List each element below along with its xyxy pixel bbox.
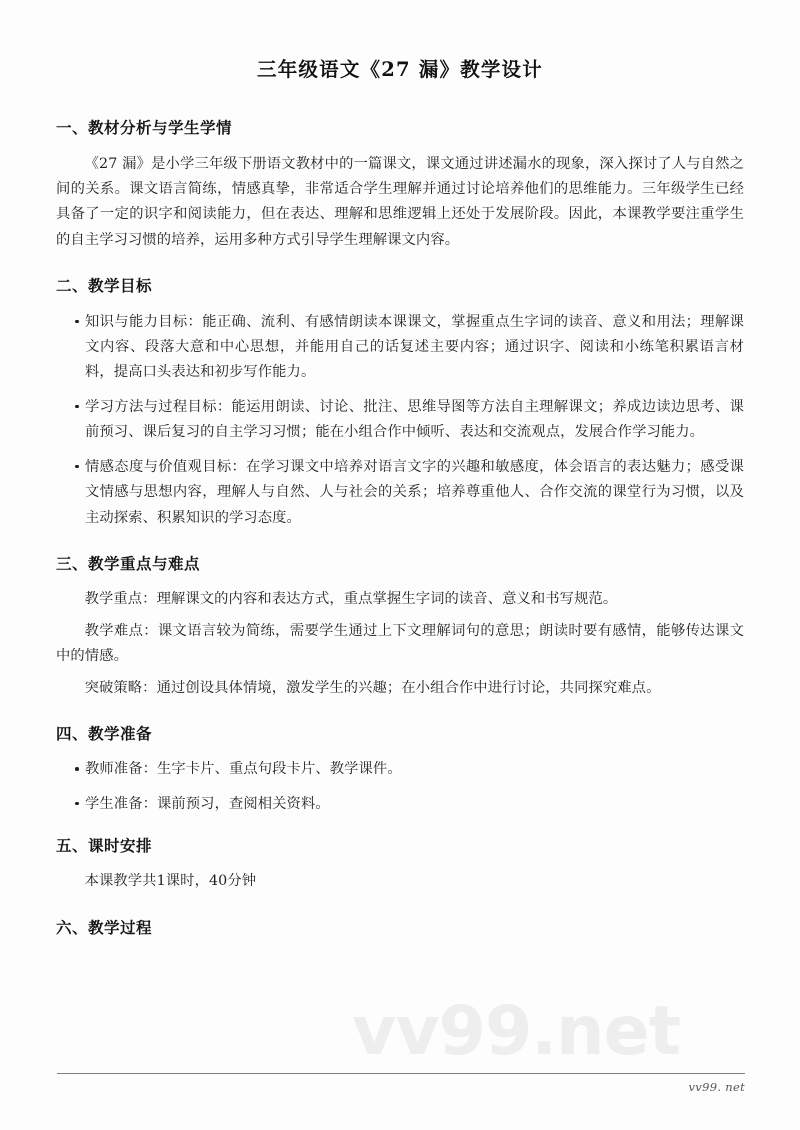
section-teaching-preparation — [56, 723, 744, 817]
section-key-points-and-difficulties — [56, 553, 744, 701]
list-item: 教师准备：生字卡片、重点句段卡片、教学课件。 — [56, 757, 744, 782]
list-item: 学习方法与过程目标：能运用朗读、讨论、批注、思维导图等方法自主理解课文；养成边读边思考、课前预习、课后复习的自主学习习惯；能在小组合作中倾听、表达和交流观点，发展合作学习能力。 — [56, 395, 744, 446]
section-heading: 六、教学过程 — [56, 918, 153, 937]
section-teaching-process — [56, 917, 744, 940]
list-item: 知识与能力目标：能正确、流利、有感情朗读本课课文，掌握重点生字词的读音、意义和用法；理解课文内容、段落大意和中心思想，并能用自己的话复述主要内容；通过识字、阅读和小练笔积累语言材料，提高口头表达和初步写作能力。 — [56, 310, 744, 386]
section-heading: 五、课时安排 — [56, 837, 153, 856]
objective-list — [56, 310, 744, 532]
page-title: 三年级语文《27 漏》教学设计 — [257, 58, 543, 81]
footer-site-label: vv99. net — [688, 1080, 745, 1094]
paragraph: 教学重点：理解课文的内容和表达方式，重点掌握生字词的读音、意义和书写规范。 — [84, 591, 618, 608]
section-teaching-material-analysis — [56, 117, 744, 253]
preparation-list — [56, 757, 744, 817]
paragraph: 本课教学共1课时，40分钟 — [84, 873, 257, 890]
footer-divider — [57, 1073, 745, 1074]
list-item: 学生准备：课前预习，查阅相关资料。 — [56, 792, 744, 817]
paragraph: 教学难点：课文语言较为简练，需要学生通过上下文理解词句的意思；朗读时要有感情，能够传达课文中的情感。 — [56, 622, 744, 665]
document-content — [56, 0, 744, 940]
list-item: 情感态度与价值观目标：在学习课文中培养对语言文字的兴趣和敏感度，体会语言的表达魅力；感受课文情感与思想内容，理解人与自然、人与社会的关系；培养尊重他人、合作交流的课堂行为习惯，以及主动探索、积累知识的学习态度。 — [56, 455, 744, 531]
paragraph: 《27 漏》是小学三年级下册语文教材中的一篇课文，课文通过讲述漏水的现象，深入探讨了人与自然之间的关系。课文语言简练，情感真挚，非常适合学生理解并通过讨论培养他们的思维能力。三年级学生已经具备了一定的识字和阅读能力，但在表达、理解和思维逻辑上还处于发展阶段。因此，本课教学要注重学生的自主学习习惯的培养，运用多种方式引导学生理解课文内容。 — [56, 155, 744, 248]
watermark-vv99-net: vv99.net — [352, 992, 681, 1071]
section-heading: 二、教学目标 — [56, 277, 153, 296]
section-class-schedule — [56, 835, 744, 895]
paragraph: 突破策略：通过创设具体情境，激发学生的兴趣；在小组合作中进行讨论，共同探究难点。 — [84, 679, 661, 696]
section-heading: 一、教材分析与学生学情 — [56, 119, 233, 138]
page-footer — [57, 1073, 745, 1094]
section-teaching-objectives — [56, 275, 744, 531]
section-heading: 四、教学准备 — [56, 725, 153, 744]
section-heading: 三、教学重点与难点 — [56, 555, 201, 574]
